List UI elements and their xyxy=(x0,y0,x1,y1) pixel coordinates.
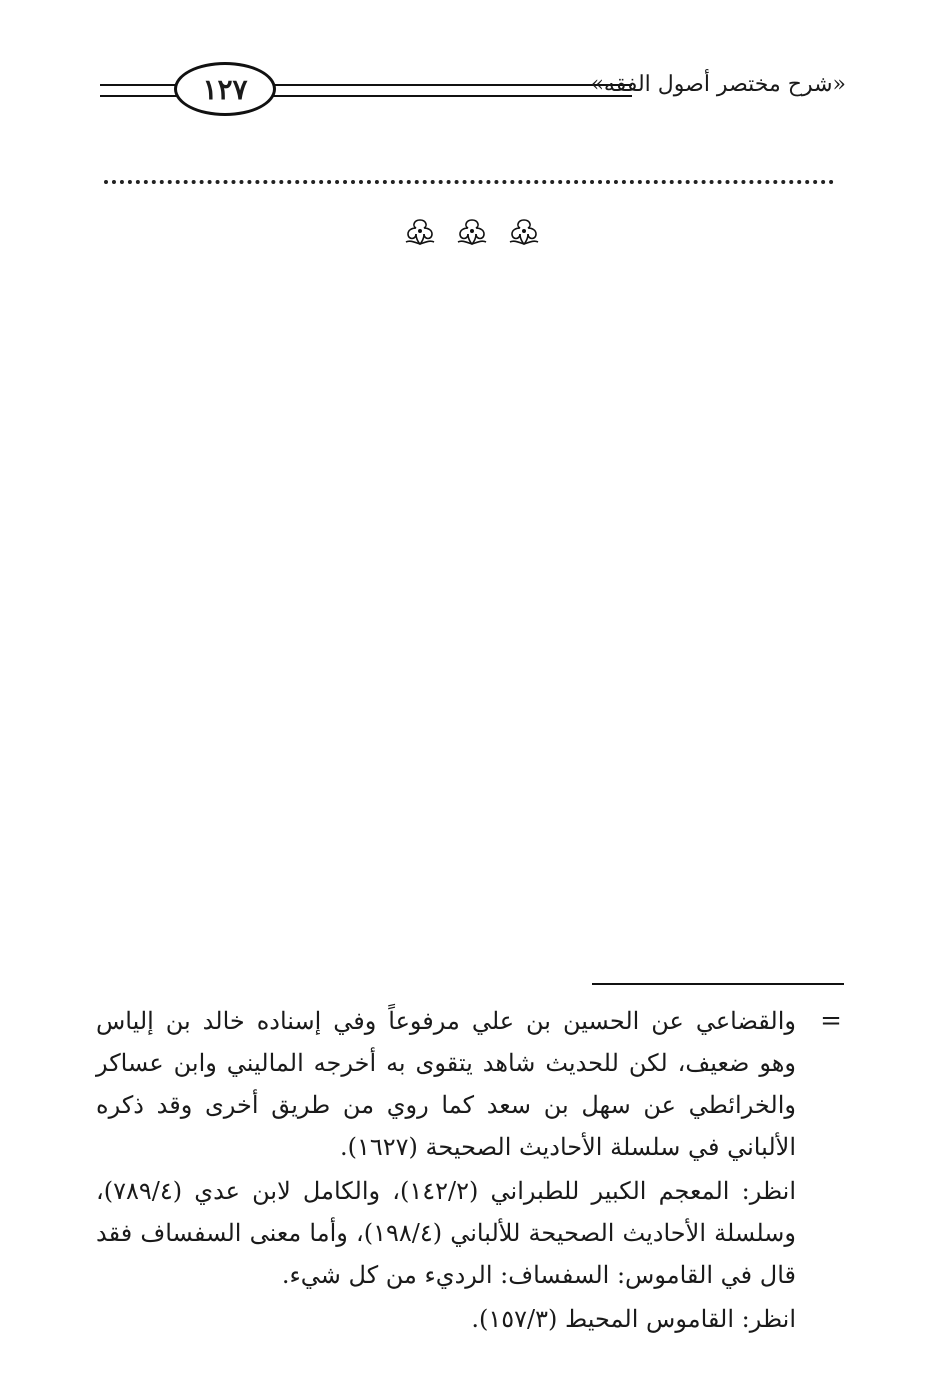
footnote-paragraph: والقضاعي عن الحسين بن علي مرفوعاً وفي إسناده خالد بن إلياس وهو ضعيف، لكن للحديث شاهد يتقوى به أخرجه الماليني وابن عساكر والخرائطي عن سهل بن سعد كما روي من طريق أخرى وقد ذكره الألباني في سلسلة الأحاديث الصحيحة (١٦٢٧). xyxy=(96,1007,796,1161)
floral-ornament-icon xyxy=(452,216,492,248)
page-header xyxy=(100,60,846,124)
footnote-continuation-mark: = xyxy=(820,1006,842,1036)
page-number: ١٢٧ xyxy=(174,62,276,116)
section-ornaments xyxy=(400,214,544,250)
footnote-rule xyxy=(592,983,844,985)
header-rule-left xyxy=(100,84,178,97)
floral-ornament-icon xyxy=(504,216,544,248)
dotted-separator xyxy=(104,180,834,184)
footnote-paragraph: انظر: المعجم الكبير للطبراني (١٤٢/٢)، والكامل لابن عدي (٧٨٩/٤)، وسلسلة الأحاديث الصحيحة للألباني (١٩٨/٤)، وأما معنى السفساف فقد قال في القاموس: السفساف: الرديء من كل شيء. xyxy=(96,1177,796,1289)
header-rule-middle xyxy=(266,84,632,97)
footnotes xyxy=(96,1000,796,1342)
floral-ornament-icon xyxy=(400,216,440,248)
running-title: «شرح مختصر أصول الفقه» xyxy=(590,72,846,97)
footnote-paragraph: انظر: القاموس المحيط (١٥٧/٣). xyxy=(471,1305,796,1333)
